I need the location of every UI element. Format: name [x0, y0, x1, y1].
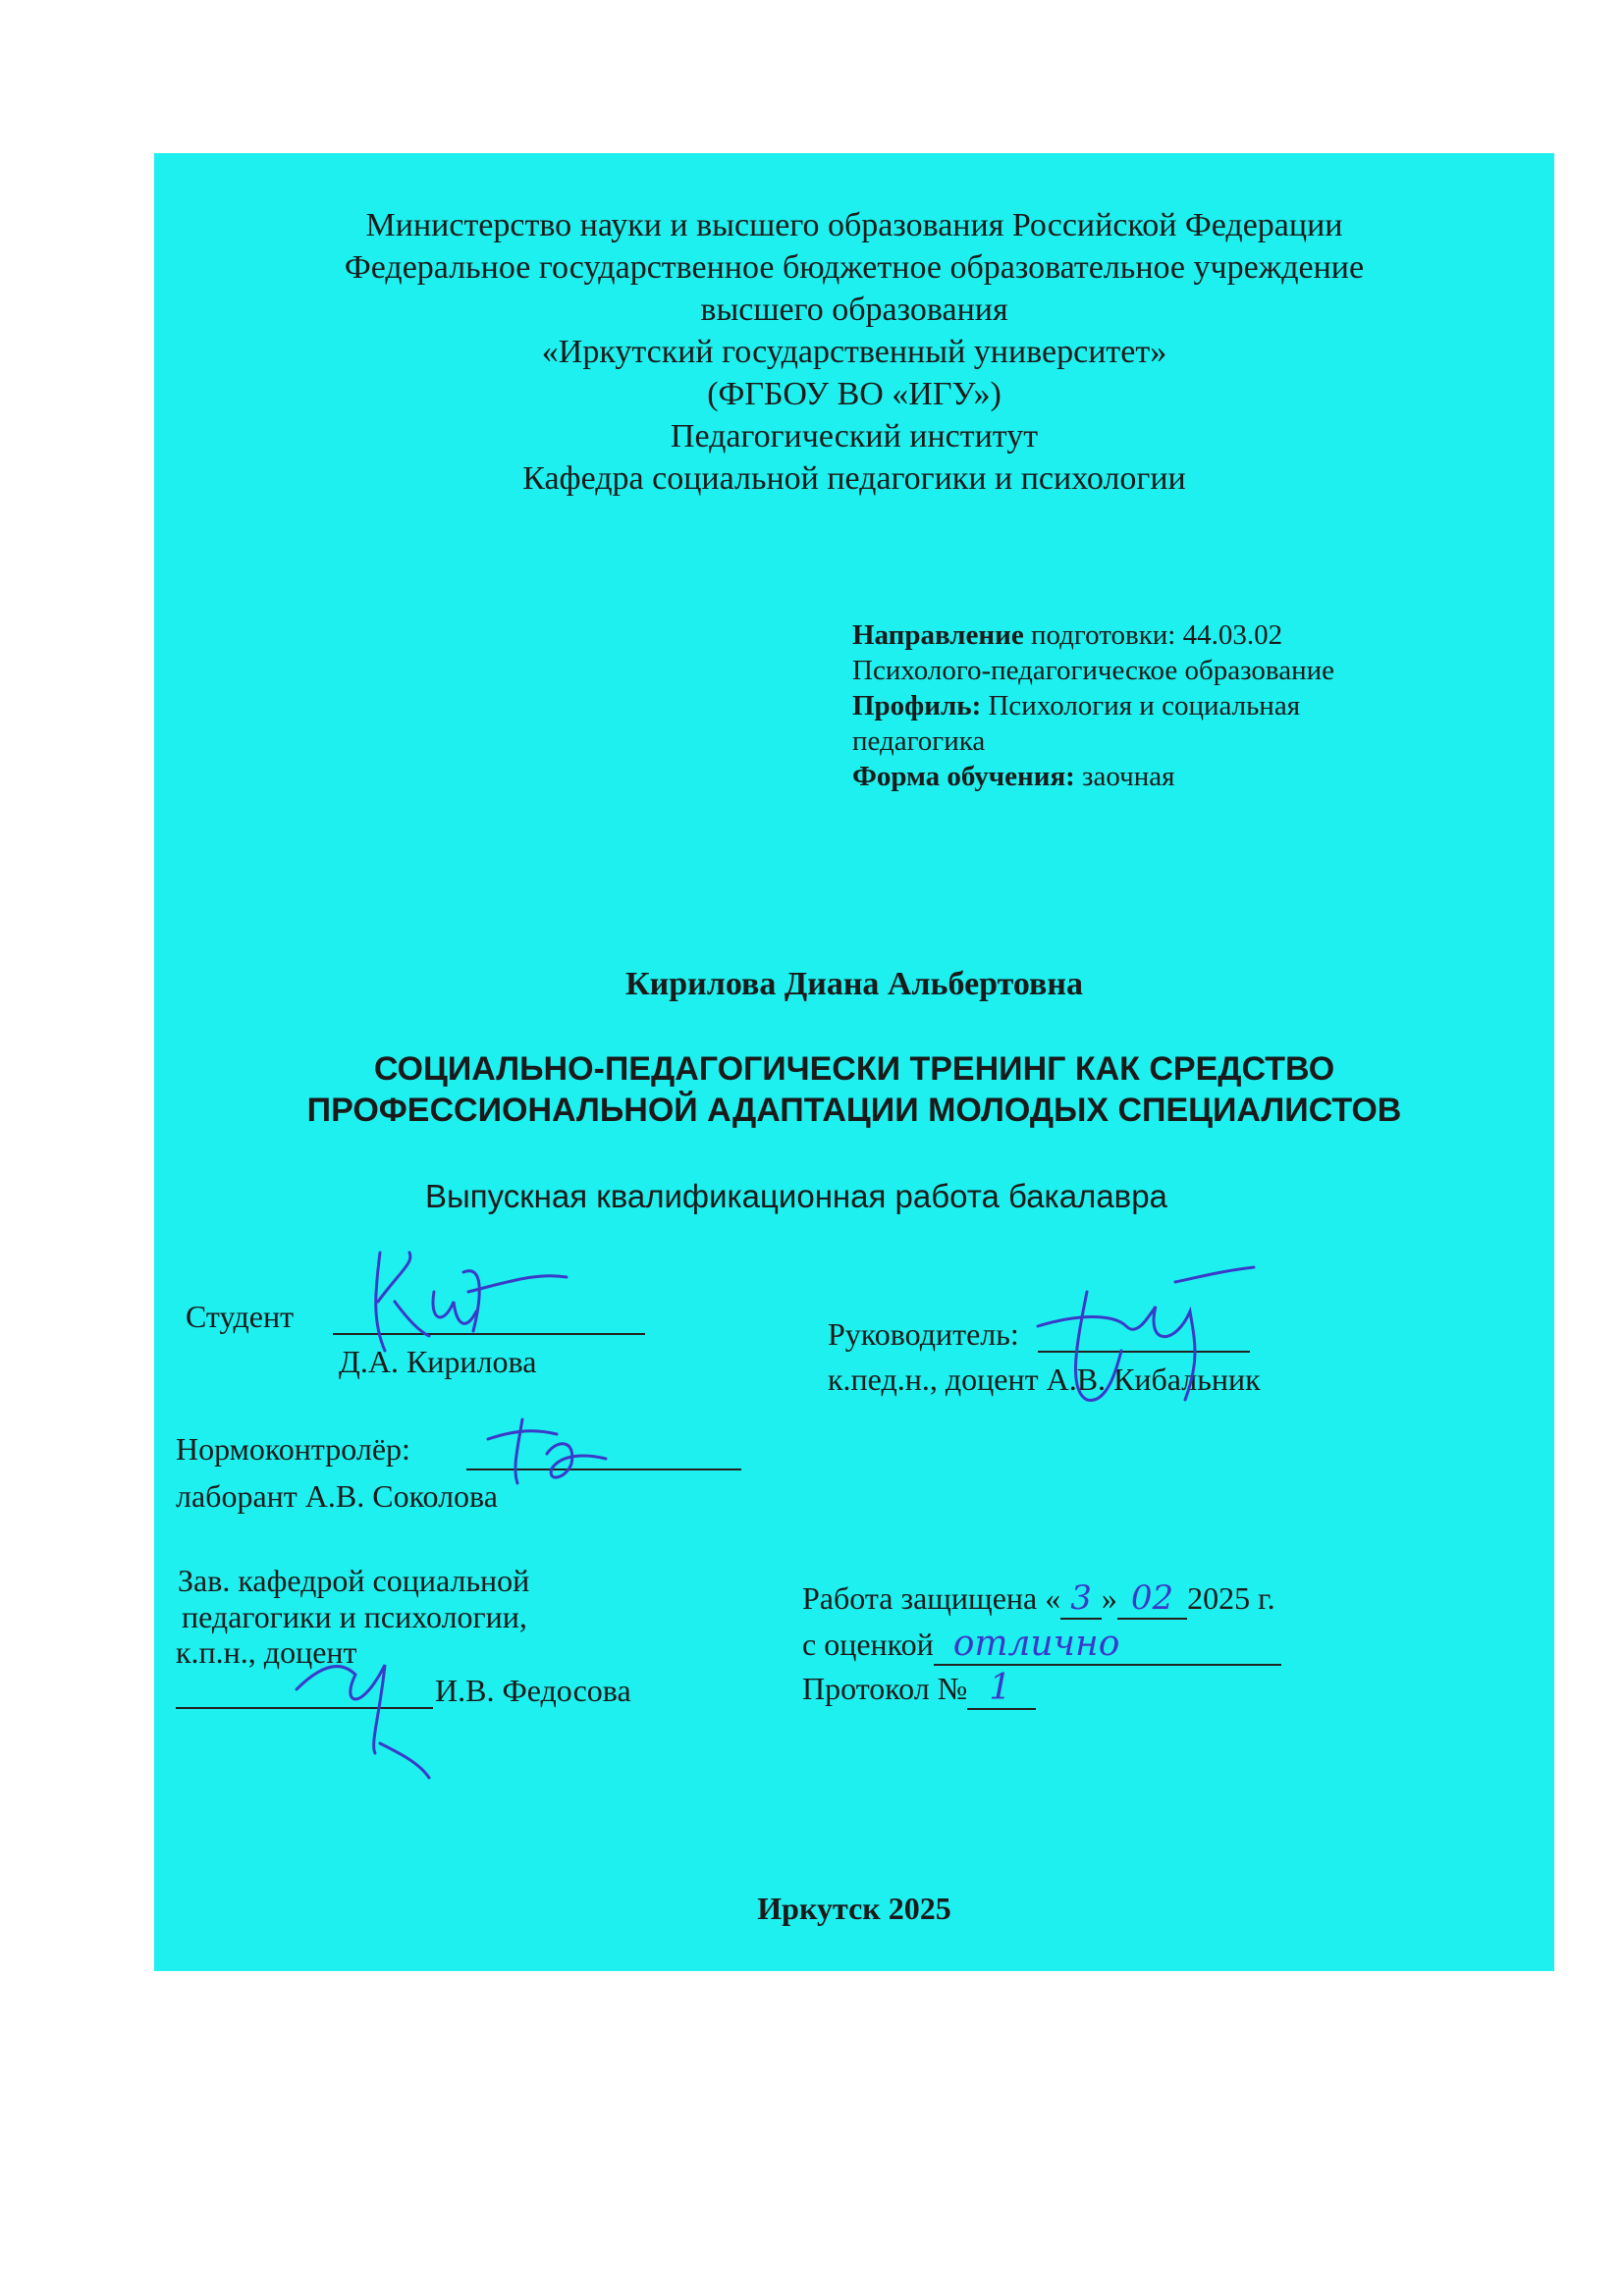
defense-year: 2025 г.	[1187, 1580, 1275, 1616]
profile-value-line2: педагогика	[852, 725, 986, 757]
defense-prefix: Работа защищена «	[802, 1580, 1061, 1616]
defense-day: 3	[1060, 1578, 1102, 1620]
supervisor-name: к.пед.н., доцент А.В. Кибальник	[828, 1362, 1261, 1397]
supervisor-label: Руководитель:	[828, 1316, 1019, 1352]
thesis-title-line: СОЦИАЛЬНО-ПЕДАГОГИЧЕСКИ ТРЕНИНГ КАК СРЕДСТВО	[373, 1050, 1335, 1088]
thesis-title	[154, 1048, 1554, 1131]
head-signature	[282, 1645, 449, 1783]
study-form-label: Форма обучения:	[852, 761, 1075, 792]
protocol-line	[802, 1668, 1036, 1710]
title-page	[154, 153, 1554, 1971]
header-line: (ФГБОУ ВО «ИГУ»)	[707, 376, 1001, 412]
work-type: Выпускная квалификационная работа бакалавра	[425, 1178, 1167, 1214]
city-year: Иркутск 2025	[757, 1891, 951, 1926]
protocol-label: Протокол №	[802, 1671, 968, 1706]
student-label: Студент	[186, 1299, 295, 1334]
program-info	[852, 617, 1334, 794]
protocol-number: 1	[967, 1668, 1036, 1710]
supervisor-signature	[1028, 1253, 1264, 1410]
header-line: высшего образования	[700, 292, 1008, 328]
defense-line	[802, 1578, 1275, 1618]
head-name: И.В. Федосова	[435, 1673, 631, 1708]
direction-label: Направление	[852, 619, 1024, 651]
author-name: Кирилова Диана Альбертовна	[625, 966, 1083, 1002]
grade-line	[802, 1624, 1281, 1666]
header-line: Педагогический институт	[670, 418, 1039, 454]
direction-value-line2: Психолого-педагогическое образование	[852, 655, 1335, 686]
normcontrol-signature	[478, 1410, 635, 1498]
grade-label: с оценкой	[802, 1627, 934, 1662]
head-title-line: педагогики и психологии,	[182, 1599, 527, 1634]
normcontrol-name: лаборант А.В. Соколова	[176, 1478, 498, 1514]
head-title-line: к.п.н., доцент	[176, 1634, 357, 1670]
header-line: Федеральное государственное бюджетное образовательное учреждение	[344, 249, 1365, 286]
header-line: «Иркутский государственный университет»	[541, 334, 1167, 370]
normcontrol-label: Нормоконтролёр:	[176, 1431, 410, 1467]
grade-value: отлично	[934, 1624, 1281, 1666]
thesis-title-line: ПРОФЕССИОНАЛЬНОЙ АДАПТАЦИИ МОЛОДЫХ СПЕЦИАЛИСТОВ	[306, 1092, 1402, 1129]
student-name: Д.А. Кирилова	[339, 1344, 537, 1379]
header-line: Министерство науки и высшего образования Российской Федерации	[365, 207, 1343, 243]
profile-label: Профиль:	[852, 690, 982, 721]
header-line: Кафедра социальной педагогики и психологии	[522, 460, 1186, 497]
head-title-line: Зав. кафедрой социальной	[178, 1563, 530, 1598]
institution-header	[154, 204, 1554, 500]
student-signature	[351, 1233, 576, 1380]
direction-value: подготовки: 44.03.02	[1023, 619, 1283, 651]
defense-month: 02	[1117, 1578, 1187, 1620]
study-form-value: заочная	[1074, 761, 1175, 792]
profile-value: Психология и социальная	[981, 690, 1301, 721]
defense-quote: »	[1101, 1580, 1117, 1616]
